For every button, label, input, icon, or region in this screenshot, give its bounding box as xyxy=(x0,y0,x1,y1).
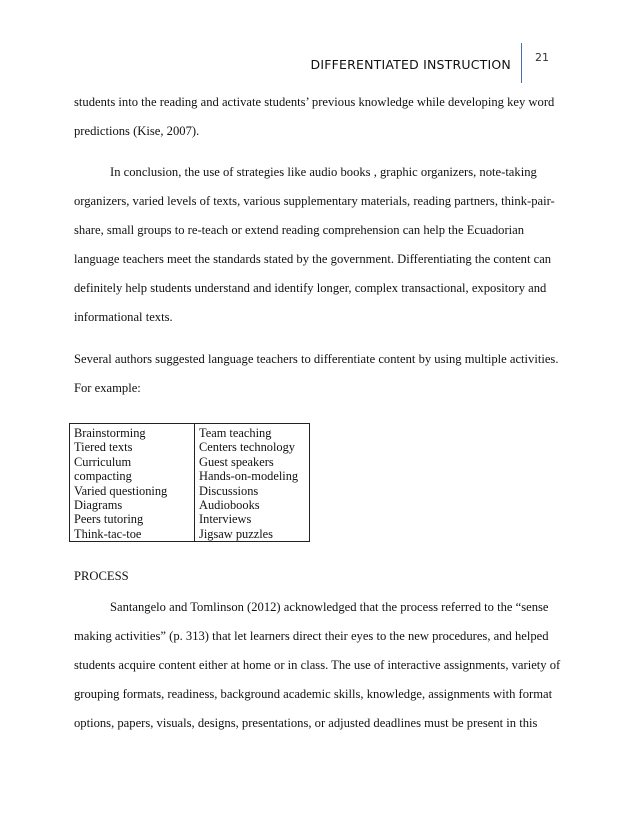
table-cell: Peers tutoring xyxy=(74,512,144,527)
body-line: Several authors suggested language teachers to differentiate content by using multiple activities. xyxy=(74,352,559,366)
body-line: Santangelo and Tomlinson (2012) acknowledged that the process referred to the “sense xyxy=(110,600,549,614)
table-cell: Hands-on-modeling xyxy=(199,469,299,484)
body-line: organizers, varied levels of texts, various supplementary materials, reading partners, think-pair- xyxy=(74,194,555,208)
activities-column-right xyxy=(195,424,309,541)
body-line: For example: xyxy=(74,381,141,395)
table-cell: Interviews xyxy=(199,512,252,527)
table-cell: Audiobooks xyxy=(199,498,260,513)
body-line: share, small groups to re-teach or extend reading comprehension can help the Ecuadorian xyxy=(74,223,525,237)
body-line: predictions (Kise, 2007). xyxy=(74,124,200,138)
section-heading-process: PROCESS xyxy=(74,569,129,583)
table-cell: Discussions xyxy=(199,483,259,498)
body-line: definitely help students understand and identify longer, complex transactional, expository and xyxy=(74,281,547,295)
table-cell: Centers technology xyxy=(199,440,296,455)
body-line: In conclusion, the use of strategies like audio books , graphic organizers, note-taking xyxy=(110,165,537,179)
activities-table xyxy=(69,423,310,542)
body-line: making activities” (p. 313) that let learners direct their eyes to the new procedures, and helped xyxy=(74,629,549,643)
body-line: language teachers meet the standards stated by the government. Differentiating the content can xyxy=(74,252,552,266)
body-line: informational texts. xyxy=(74,310,173,324)
body-line: students acquire content either at home or in class. The use of interactive assignments, variety of xyxy=(74,658,561,672)
body-line: students into the reading and activate students’ previous knowledge while developing key word xyxy=(74,95,555,109)
table-cell: Jigsaw puzzles xyxy=(199,526,273,541)
table-cell: Diagrams xyxy=(74,498,123,513)
table-cell: Tiered texts xyxy=(74,440,133,455)
body-line: grouping formats, readiness, background academic skills, knowledge, assignments with format xyxy=(74,687,553,701)
activities-column-left xyxy=(70,424,195,541)
body-line: options, papers, visuals, designs, presentations, or adjusted deadlines must be present in this xyxy=(74,716,538,730)
table-cell: Guest speakers xyxy=(199,454,274,469)
table-cell: Think-tac-toe xyxy=(74,526,142,541)
page-number-box xyxy=(521,43,562,83)
table-cell: Team teaching xyxy=(199,426,272,440)
table-cell: Curriculum xyxy=(74,454,132,469)
table-cell: Varied questioning xyxy=(74,483,168,498)
table-cell: Brainstorming xyxy=(74,426,146,440)
page-header xyxy=(311,43,562,83)
running-head: DIFFERENTIATED INSTRUCTION xyxy=(310,57,511,72)
page-number: 21 xyxy=(535,50,549,64)
table-cell: compacting xyxy=(74,469,132,484)
